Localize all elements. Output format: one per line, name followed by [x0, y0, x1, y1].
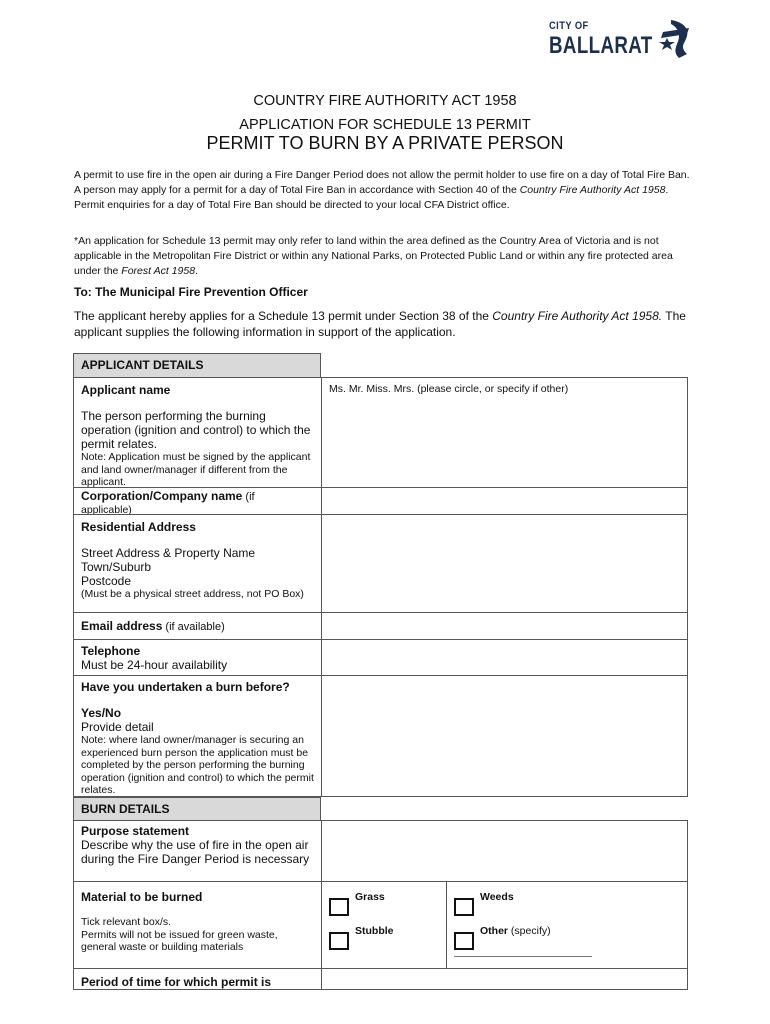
intro-paragraph-3: The applicant hereby applies for a Schedule 13 permit under Section 38 of the Country Fire Authority Act 1958. The applicant supplies the following information in support of the application.: [74, 309, 686, 339]
period-field[interactable]: [322, 969, 687, 989]
material-options-divider: [446, 882, 447, 968]
telephone-desc: Must be 24-hour availability: [81, 658, 228, 672]
company-note: applicable): [81, 504, 132, 514]
address-line-3: Postcode: [81, 574, 132, 588]
logo-line1: CITY OF: [549, 20, 589, 32]
other-label: Other (specify): [480, 925, 551, 937]
address-label: Residential Address: [81, 520, 196, 534]
addressee: To: The Municipal Fire Prevention Officer: [74, 285, 308, 299]
applicant-name-desc: The person performing the burning operation (ignition and control) to which the permit relates.: [81, 409, 311, 451]
address-row: [73, 514, 688, 613]
burn-before-row: [73, 675, 688, 797]
applicant-name-field[interactable]: Ms. Mr. Miss. Mrs. (please circle, or specify if other): [329, 383, 569, 395]
material-row: [73, 881, 688, 969]
telephone-row: [73, 639, 688, 676]
burn-before-label: Have you undertaken a burn before?: [81, 680, 290, 694]
purpose-field[interactable]: [322, 821, 687, 881]
provide-detail-label: Provide detail: [81, 720, 154, 734]
address-field[interactable]: [322, 515, 687, 612]
period-row: [73, 968, 688, 990]
telephone-field[interactable]: [322, 640, 687, 675]
period-label: Period of time for which permit is: [81, 975, 272, 989]
address-note: (Must be a physical street address, not PO Box): [81, 588, 304, 600]
address-line-2: Town/Suburb: [81, 560, 152, 574]
ballarat-emblem-icon: [649, 18, 699, 62]
email-label: Email address: [81, 619, 163, 633]
weeds-checkbox[interactable]: [454, 898, 474, 916]
material-label: Material to be burned: [81, 890, 203, 904]
logo-line2: BALLARAT: [549, 32, 653, 59]
yes-no-label: Yes/No: [81, 706, 122, 720]
application-heading: APPLICATION FOR SCHEDULE 13 PERMIT: [239, 117, 531, 133]
stubble-label: Stubble: [355, 925, 394, 937]
burn-before-field[interactable]: [322, 676, 687, 796]
company-suffix: (if: [242, 491, 255, 503]
act-heading: COUNTRY FIRE AUTHORITY ACT 1958: [253, 93, 517, 109]
weeds-label: Weeds: [480, 891, 514, 903]
company-row: [73, 487, 688, 515]
applicant-name-label: Applicant name: [81, 383, 171, 397]
page-title: PERMIT TO BURN BY A PRIVATE PERSON: [206, 133, 564, 153]
telephone-label: Telephone: [81, 644, 141, 658]
material-note: Permits will not be issued for green waste, general waste or building materials: [81, 928, 278, 953]
other-specify-line[interactable]: [454, 956, 592, 957]
email-field[interactable]: [322, 613, 687, 639]
intro-paragraph-2: *An application for Schedule 13 permit may only refer to land within the area defined as the Country Area of Victoria and is not applicable in the Metropolitan Fire District or within any National Parks, on Protected Public Land or within any fire protected area under the Forest Act 1958.: [74, 235, 673, 277]
burn-before-note: Note: where land owner/manager is securing an experienced burn person the application must be completed by the person performing the burning operation (ignition and control) to which the permit relates.: [81, 734, 314, 796]
grass-label: Grass: [355, 891, 385, 903]
material-desc: Tick relevant box/s.: [81, 916, 172, 928]
purpose-desc: Describe why the use of fire in the open air during the Fire Danger Period is necessary: [81, 838, 310, 866]
applicant-name-note: Note: Application must be signed by the applicant and land owner/manager if different from the applicant.: [81, 451, 311, 487]
email-suffix: (if available): [162, 621, 225, 633]
email-row: [73, 612, 688, 640]
grass-checkbox[interactable]: [329, 898, 349, 916]
company-label: Corporation/Company name: [81, 489, 243, 503]
other-checkbox[interactable]: [454, 932, 474, 950]
applicant-name-row: [73, 377, 688, 488]
purpose-label: Purpose statement: [81, 824, 190, 838]
city-of-ballarat-logo: [549, 18, 699, 62]
company-field[interactable]: [322, 488, 687, 514]
purpose-row: [73, 820, 688, 882]
applicant-details-header: APPLICANT DETAILS: [73, 353, 321, 378]
address-line-1: Street Address & Property Name: [81, 546, 256, 560]
burn-details-header: BURN DETAILS: [73, 797, 321, 821]
intro-paragraph-1: A permit to use fire in the open air during a Fire Danger Period does not allow the permit holder to use fire on a day of Total Fire Ban. A person may apply for a permit for a day of Total Fire Ban in accordance with Section 40 of the Country Fire Authority Act 1958. Permit enquiries for a day of Total Fire Ban should be directed to your local CFA District office.: [74, 169, 690, 211]
stubble-checkbox[interactable]: [329, 932, 349, 950]
